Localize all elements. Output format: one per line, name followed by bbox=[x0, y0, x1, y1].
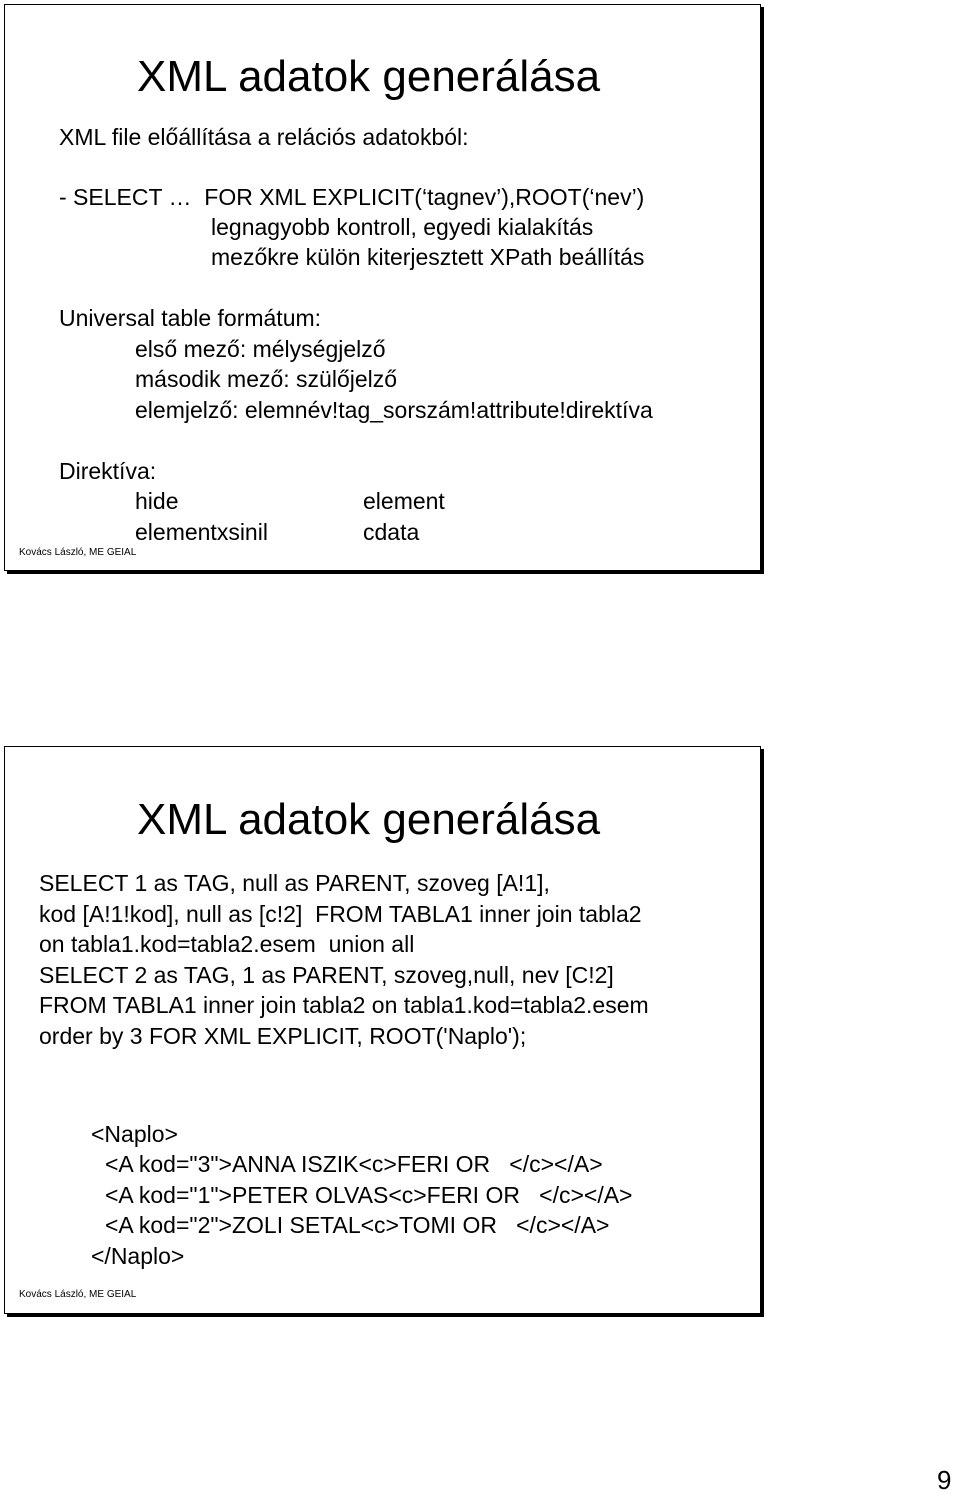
slide-footer: Kovács László, ME GEIAL bbox=[19, 1289, 137, 1300]
directive-item: element bbox=[363, 488, 445, 514]
bullet-line: második mező: szülőjelző bbox=[135, 366, 398, 392]
xml-line: <Naplo> bbox=[91, 1121, 178, 1147]
slide-2 bbox=[4, 746, 761, 1314]
slide-title: XML adatok generálása bbox=[137, 795, 601, 844]
sql-line: SELECT 1 as TAG, null as PARENT, szoveg [A!1], bbox=[39, 870, 550, 896]
intro-line: XML file előállítása a relációs adatokból: bbox=[59, 124, 469, 150]
page-number: 9 bbox=[937, 1465, 952, 1495]
xml-line: <A kod="3">ANNA ISZIK<c>FERI OR </c></A> bbox=[105, 1151, 603, 1177]
slide-1 bbox=[4, 4, 761, 571]
section-heading: Direktíva: bbox=[59, 458, 157, 484]
bullet-line: első mező: mélységjelző bbox=[135, 336, 386, 362]
sql-line: order by 3 FOR XML EXPLICIT, ROOT('Naplo'); bbox=[39, 1023, 527, 1049]
slide-footer: Kovács László, ME GEIAL bbox=[19, 547, 137, 558]
bullet-line: mezőkre külön kiterjesztett XPath beállítás bbox=[211, 244, 645, 270]
bullet-line: elemjelző: elemnév!tag_sorszám!attribute!direktíva bbox=[135, 397, 653, 423]
select-syntax-line: - SELECT … FOR XML EXPLICIT(‘tagnev’),ROOT(‘nev’) bbox=[59, 184, 645, 210]
xml-line: <A kod="1">PETER OLVAS<c>FERI OR </c></A> bbox=[105, 1182, 633, 1208]
sql-line: on tabla1.kod=tabla2.esem union all bbox=[39, 931, 415, 957]
section-heading: Universal table formátum: bbox=[59, 305, 322, 331]
directive-item: hide bbox=[135, 488, 179, 514]
slide-title: XML adatok generálása bbox=[137, 52, 601, 101]
sql-line: kod [A!1!kod], null as [c!2] FROM TABLA1 inner join tabla2 bbox=[39, 901, 642, 927]
directive-item: cdata bbox=[363, 519, 420, 545]
directive-item: elementxsinil bbox=[135, 519, 268, 545]
sql-line: SELECT 2 as TAG, 1 as PARENT, szoveg,null, nev [C!2] bbox=[39, 962, 614, 988]
sql-line: FROM TABLA1 inner join tabla2 on tabla1.kod=tabla2.esem bbox=[39, 992, 649, 1018]
xml-line: </Naplo> bbox=[91, 1243, 185, 1269]
xml-line: <A kod="2">ZOLI SETAL<c>TOMI OR </c></A> bbox=[105, 1212, 610, 1238]
bullet-line: legnagyobb kontroll, egyedi kialakítás bbox=[211, 214, 594, 240]
